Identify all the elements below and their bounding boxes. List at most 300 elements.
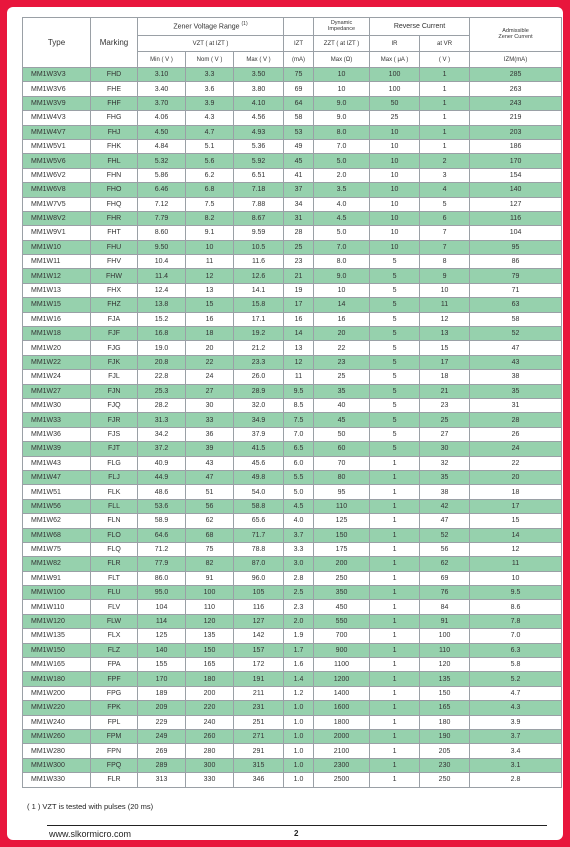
cell-type: MM1W9V1	[23, 226, 91, 240]
cell-ir: 1	[370, 557, 420, 571]
cell-izt: 21	[284, 269, 314, 283]
cell-nom: 13	[186, 283, 234, 297]
cell-vr: 1	[420, 125, 470, 139]
cell-ir: 1	[370, 744, 420, 758]
cell-max: 8.67	[234, 211, 284, 225]
cell-izt: 1.2	[284, 686, 314, 700]
cell-vr: 100	[420, 629, 470, 643]
cell-ir: 1	[370, 758, 420, 772]
cell-izm: 79	[470, 269, 562, 283]
cell-max: 32.0	[234, 398, 284, 412]
cell-izt: 64	[284, 96, 314, 110]
cell-izm: 18	[470, 485, 562, 499]
cell-min: 64.6	[138, 528, 186, 542]
cell-nom: 5.6	[186, 154, 234, 168]
cell-izm: 116	[470, 211, 562, 225]
table-row	[23, 528, 562, 542]
cell-ir: 5	[370, 384, 420, 398]
table-row	[23, 240, 562, 254]
cell-mark: FJG	[91, 341, 138, 355]
cell-mark: FJA	[91, 312, 138, 326]
cell-vr: 180	[420, 715, 470, 729]
cell-izt: 69	[284, 82, 314, 96]
cell-zzt: 23	[314, 355, 370, 369]
cell-izm: 20	[470, 470, 562, 484]
cell-vr: 9	[420, 269, 470, 283]
cell-ir: 1	[370, 542, 420, 556]
cell-type: MM1W6V2	[23, 168, 91, 182]
table-row	[23, 485, 562, 499]
cell-vr: 230	[420, 758, 470, 772]
cell-mark: FLQ	[91, 542, 138, 556]
cell-izm: 285	[470, 68, 562, 82]
cell-max: 157	[234, 643, 284, 657]
cell-nom: 7.5	[186, 197, 234, 211]
cell-izm: 5.8	[470, 658, 562, 672]
cell-max: 11.6	[234, 255, 284, 269]
cell-zzt: 14	[314, 298, 370, 312]
header-max-ua: Max ( μA )	[370, 52, 420, 68]
cell-izt: 28	[284, 226, 314, 240]
cell-mark: FHO	[91, 183, 138, 197]
cell-zzt: 20	[314, 327, 370, 341]
cell-zzt: 3.5	[314, 183, 370, 197]
header-min: Min ( V )	[138, 52, 186, 68]
cell-mark: FPN	[91, 744, 138, 758]
cell-zzt: 40	[314, 398, 370, 412]
cell-ir: 10	[370, 154, 420, 168]
cell-zzt: 60	[314, 442, 370, 456]
cell-ir: 1	[370, 499, 420, 513]
cell-vr: 190	[420, 729, 470, 743]
cell-mark: FHN	[91, 168, 138, 182]
cell-max: 105	[234, 586, 284, 600]
cell-ir: 1	[370, 600, 420, 614]
cell-ir: 1	[370, 643, 420, 657]
cell-izt: 58	[284, 111, 314, 125]
cell-ir: 100	[370, 68, 420, 82]
cell-izt: 2.0	[284, 614, 314, 628]
cell-mark: FLK	[91, 485, 138, 499]
cell-izm: 14	[470, 528, 562, 542]
cell-max: 127	[234, 614, 284, 628]
header-volt: ( V )	[420, 52, 470, 68]
cell-max: 17.1	[234, 312, 284, 326]
table-row	[23, 283, 562, 297]
cell-zzt: 175	[314, 542, 370, 556]
cell-mark: FLR	[91, 557, 138, 571]
cell-type: MM1W3V9	[23, 96, 91, 110]
cell-max: 10.5	[234, 240, 284, 254]
cell-ir: 1	[370, 571, 420, 585]
header-max-ohm: Max (Ω)	[314, 52, 370, 68]
cell-ir: 5	[370, 283, 420, 297]
cell-nom: 39	[186, 442, 234, 456]
cell-zzt: 150	[314, 528, 370, 542]
cell-min: 16.8	[138, 327, 186, 341]
cell-max: 271	[234, 729, 284, 743]
cell-type: MM1W39	[23, 442, 91, 456]
table-row	[23, 557, 562, 571]
cell-izt: 16	[284, 312, 314, 326]
cell-zzt: 450	[314, 600, 370, 614]
cell-max: 5.36	[234, 139, 284, 153]
table-row	[23, 686, 562, 700]
cell-max: 65.6	[234, 514, 284, 528]
cell-ir: 1	[370, 514, 420, 528]
cell-min: 44.9	[138, 470, 186, 484]
cell-zzt: 2000	[314, 729, 370, 743]
cell-vr: 15	[420, 341, 470, 355]
cell-max: 12.6	[234, 269, 284, 283]
cell-nom: 22	[186, 355, 234, 369]
cell-min: 77.9	[138, 557, 186, 571]
cell-max: 4.10	[234, 96, 284, 110]
cell-min: 19.0	[138, 341, 186, 355]
header-zener-range: Zener Voltage Range $^{(1)}$	[138, 18, 284, 36]
cell-vr: 1	[420, 68, 470, 82]
table-row	[23, 82, 562, 96]
table-row	[23, 139, 562, 153]
cell-zzt: 50	[314, 427, 370, 441]
cell-type: MM1W165	[23, 658, 91, 672]
cell-izm: 71	[470, 283, 562, 297]
cell-vr: 1	[420, 96, 470, 110]
cell-nom: 15	[186, 298, 234, 312]
cell-mark: FHL	[91, 154, 138, 168]
cell-zzt: 9.0	[314, 269, 370, 283]
cell-mark: FHQ	[91, 197, 138, 211]
cell-max: 23.3	[234, 355, 284, 369]
cell-zzt: 1600	[314, 701, 370, 715]
cell-min: 53.6	[138, 499, 186, 513]
cell-zzt: 1100	[314, 658, 370, 672]
header-at-vr: at VR	[420, 36, 470, 52]
cell-izt: 11	[284, 370, 314, 384]
cell-izm: 2.8	[470, 773, 562, 787]
cell-min: 22.8	[138, 370, 186, 384]
cell-izm: 52	[470, 327, 562, 341]
cell-izm: 5.2	[470, 672, 562, 686]
cell-max: 231	[234, 701, 284, 715]
cell-vr: 205	[420, 744, 470, 758]
cell-max: 28.9	[234, 384, 284, 398]
cell-izm: 104	[470, 226, 562, 240]
cell-max: 96.0	[234, 571, 284, 585]
cell-ir: 1	[370, 629, 420, 643]
cell-max: 251	[234, 715, 284, 729]
cell-mark: FHE	[91, 82, 138, 96]
table-row	[23, 312, 562, 326]
cell-nom: 5.1	[186, 139, 234, 153]
cell-izm: 203	[470, 125, 562, 139]
table-row	[23, 672, 562, 686]
cell-mark: FPQ	[91, 758, 138, 772]
table-row	[23, 327, 562, 341]
cell-mark: FHZ	[91, 298, 138, 312]
cell-zzt: 8.0	[314, 125, 370, 139]
cell-nom: 3.3	[186, 68, 234, 82]
cell-ir: 1	[370, 456, 420, 470]
cell-type: MM1W180	[23, 672, 91, 686]
cell-max: 7.18	[234, 183, 284, 197]
cell-vr: 150	[420, 686, 470, 700]
cell-vr: 3	[420, 168, 470, 182]
table-row	[23, 701, 562, 715]
cell-vr: 10	[420, 283, 470, 297]
cell-zzt: 1200	[314, 672, 370, 686]
cell-zzt: 45	[314, 413, 370, 427]
cell-ir: 1	[370, 586, 420, 600]
cell-max: 49.8	[234, 470, 284, 484]
cell-type: MM1W260	[23, 729, 91, 743]
cell-type: MM1W11	[23, 255, 91, 269]
cell-izm: 8.6	[470, 600, 562, 614]
cell-mark: FHT	[91, 226, 138, 240]
cell-nom: 82	[186, 557, 234, 571]
cell-izt: 37	[284, 183, 314, 197]
cell-mark: FLR	[91, 773, 138, 787]
cell-mark: FJQ	[91, 398, 138, 412]
cell-max: 26.0	[234, 370, 284, 384]
cell-vr: 135	[420, 672, 470, 686]
cell-izm: 31	[470, 398, 562, 412]
cell-ir: 10	[370, 125, 420, 139]
cell-izt: 45	[284, 154, 314, 168]
cell-type: MM1W68	[23, 528, 91, 542]
cell-mark: FLW	[91, 614, 138, 628]
cell-mark: FPG	[91, 686, 138, 700]
cell-ir: 5	[370, 427, 420, 441]
cell-izt: 3.3	[284, 542, 314, 556]
cell-mark: FPK	[91, 701, 138, 715]
cell-type: MM1W8V2	[23, 211, 91, 225]
table-row	[23, 355, 562, 369]
cell-nom: 100	[186, 586, 234, 600]
cell-zzt: 125	[314, 514, 370, 528]
cell-izt: 1.0	[284, 701, 314, 715]
cell-zzt: 350	[314, 586, 370, 600]
cell-max: 34.9	[234, 413, 284, 427]
cell-nom: 6.8	[186, 183, 234, 197]
cell-min: 6.46	[138, 183, 186, 197]
cell-vr: 38	[420, 485, 470, 499]
cell-type: MM1W27	[23, 384, 91, 398]
table-row	[23, 398, 562, 412]
cell-zzt: 22	[314, 341, 370, 355]
cell-nom: 75	[186, 542, 234, 556]
cell-type: MM1W300	[23, 758, 91, 772]
cell-nom: 47	[186, 470, 234, 484]
cell-ir: 1	[370, 729, 420, 743]
cell-max: 172	[234, 658, 284, 672]
cell-nom: 240	[186, 715, 234, 729]
cell-max: 37.9	[234, 427, 284, 441]
cell-izm: 140	[470, 183, 562, 197]
cell-izt: 4.0	[284, 514, 314, 528]
table-row	[23, 211, 562, 225]
cell-vr: 13	[420, 327, 470, 341]
cell-min: 189	[138, 686, 186, 700]
cell-nom: 4.3	[186, 111, 234, 125]
cell-type: MM1W10	[23, 240, 91, 254]
table-row	[23, 427, 562, 441]
header-marking: Marking	[91, 18, 138, 68]
cell-nom: 51	[186, 485, 234, 499]
cell-ir: 10	[370, 139, 420, 153]
cell-izt: 8.5	[284, 398, 314, 412]
cell-izm: 263	[470, 82, 562, 96]
cell-min: 37.2	[138, 442, 186, 456]
table-row	[23, 384, 562, 398]
cell-type: MM1W110	[23, 600, 91, 614]
cell-ir: 1	[370, 528, 420, 542]
cell-izt: 1.6	[284, 658, 314, 672]
header-blank	[284, 18, 314, 36]
cell-vr: 76	[420, 586, 470, 600]
cell-min: 71.2	[138, 542, 186, 556]
cell-type: MM1W75	[23, 542, 91, 556]
cell-nom: 18	[186, 327, 234, 341]
cell-type: MM1W4V3	[23, 111, 91, 125]
cell-type: MM1W12	[23, 269, 91, 283]
cell-mark: FLN	[91, 514, 138, 528]
cell-vr: 69	[420, 571, 470, 585]
cell-mark: FJN	[91, 384, 138, 398]
cell-zzt: 10	[314, 82, 370, 96]
cell-zzt: 9.0	[314, 96, 370, 110]
cell-mark: FHD	[91, 68, 138, 82]
cell-izm: 127	[470, 197, 562, 211]
cell-nom: 36	[186, 427, 234, 441]
cell-min: 9.50	[138, 240, 186, 254]
cell-zzt: 8.0	[314, 255, 370, 269]
cell-nom: 11	[186, 255, 234, 269]
cell-mark: FHU	[91, 240, 138, 254]
cell-mark: FLT	[91, 571, 138, 585]
cell-max: 54.0	[234, 485, 284, 499]
cell-min: 170	[138, 672, 186, 686]
header-vzt: VZT ( at IZT )	[138, 36, 284, 52]
cell-mark: FPM	[91, 729, 138, 743]
footnote: ( 1 ) VZT is tested with pulses (20 ms)	[27, 802, 154, 811]
cell-max: 58.8	[234, 499, 284, 513]
cell-zzt: 4.0	[314, 197, 370, 211]
table-row	[23, 614, 562, 628]
cell-izm: 38	[470, 370, 562, 384]
header-dynamic-impedance: Dynamic Impedance	[314, 18, 370, 36]
cell-nom: 56	[186, 499, 234, 513]
cell-izm: 3.9	[470, 715, 562, 729]
cell-vr: 56	[420, 542, 470, 556]
cell-mark: FPA	[91, 658, 138, 672]
cell-nom: 91	[186, 571, 234, 585]
cell-izt: 1.0	[284, 715, 314, 729]
cell-mark: FLX	[91, 629, 138, 643]
table-row	[23, 68, 562, 82]
cell-mark: FJK	[91, 355, 138, 369]
cell-izt: 31	[284, 211, 314, 225]
cell-type: MM1W43	[23, 456, 91, 470]
cell-izt: 9.5	[284, 384, 314, 398]
cell-zzt: 1800	[314, 715, 370, 729]
table-row	[23, 744, 562, 758]
cell-izm: 4.3	[470, 701, 562, 715]
cell-izt: 14	[284, 327, 314, 341]
cell-izm: 43	[470, 355, 562, 369]
table-row	[23, 571, 562, 585]
cell-min: 34.2	[138, 427, 186, 441]
cell-nom: 3.9	[186, 96, 234, 110]
cell-vr: 165	[420, 701, 470, 715]
header-ma: (mA)	[284, 52, 314, 68]
cell-max: 41.5	[234, 442, 284, 456]
cell-min: 4.84	[138, 139, 186, 153]
cell-izm: 17	[470, 499, 562, 513]
cell-max: 14.1	[234, 283, 284, 297]
cell-izm: 186	[470, 139, 562, 153]
cell-min: 13.8	[138, 298, 186, 312]
cell-min: 20.8	[138, 355, 186, 369]
cell-max: 78.8	[234, 542, 284, 556]
cell-ir: 5	[370, 442, 420, 456]
cell-ir: 1	[370, 672, 420, 686]
cell-min: 140	[138, 643, 186, 657]
cell-min: 125	[138, 629, 186, 643]
cell-type: MM1W6V8	[23, 183, 91, 197]
cell-izt: 19	[284, 283, 314, 297]
cell-izt: 1.9	[284, 629, 314, 643]
cell-zzt: 9.0	[314, 111, 370, 125]
cell-izm: 11	[470, 557, 562, 571]
cell-max: 45.6	[234, 456, 284, 470]
cell-mark: FPF	[91, 672, 138, 686]
cell-izm: 3.4	[470, 744, 562, 758]
cell-izt: 5.5	[284, 470, 314, 484]
cell-type: MM1W220	[23, 701, 91, 715]
cell-max: 191	[234, 672, 284, 686]
cell-zzt: 900	[314, 643, 370, 657]
cell-nom: 220	[186, 701, 234, 715]
cell-type: MM1W135	[23, 629, 91, 643]
cell-type: MM1W13	[23, 283, 91, 297]
table-row	[23, 758, 562, 772]
cell-zzt: 70	[314, 456, 370, 470]
cell-vr: 84	[420, 600, 470, 614]
cell-ir: 5	[370, 413, 420, 427]
cell-zzt: 95	[314, 485, 370, 499]
cell-min: 5.86	[138, 168, 186, 182]
cell-zzt: 2300	[314, 758, 370, 772]
cell-max: 21.2	[234, 341, 284, 355]
header-zzt: ZZT ( at IZT )	[314, 36, 370, 52]
cell-mark: FJF	[91, 327, 138, 341]
cell-min: 95.0	[138, 586, 186, 600]
cell-min: 31.3	[138, 413, 186, 427]
cell-izt: 1.4	[284, 672, 314, 686]
cell-izm: 86	[470, 255, 562, 269]
cell-izt: 6.0	[284, 456, 314, 470]
cell-ir: 1	[370, 485, 420, 499]
cell-ir: 10	[370, 226, 420, 240]
cell-vr: 1	[420, 139, 470, 153]
cell-nom: 260	[186, 729, 234, 743]
cell-min: 11.4	[138, 269, 186, 283]
cell-ir: 5	[370, 298, 420, 312]
cell-min: 289	[138, 758, 186, 772]
cell-mark: FLZ	[91, 643, 138, 657]
cell-type: MM1W120	[23, 614, 91, 628]
